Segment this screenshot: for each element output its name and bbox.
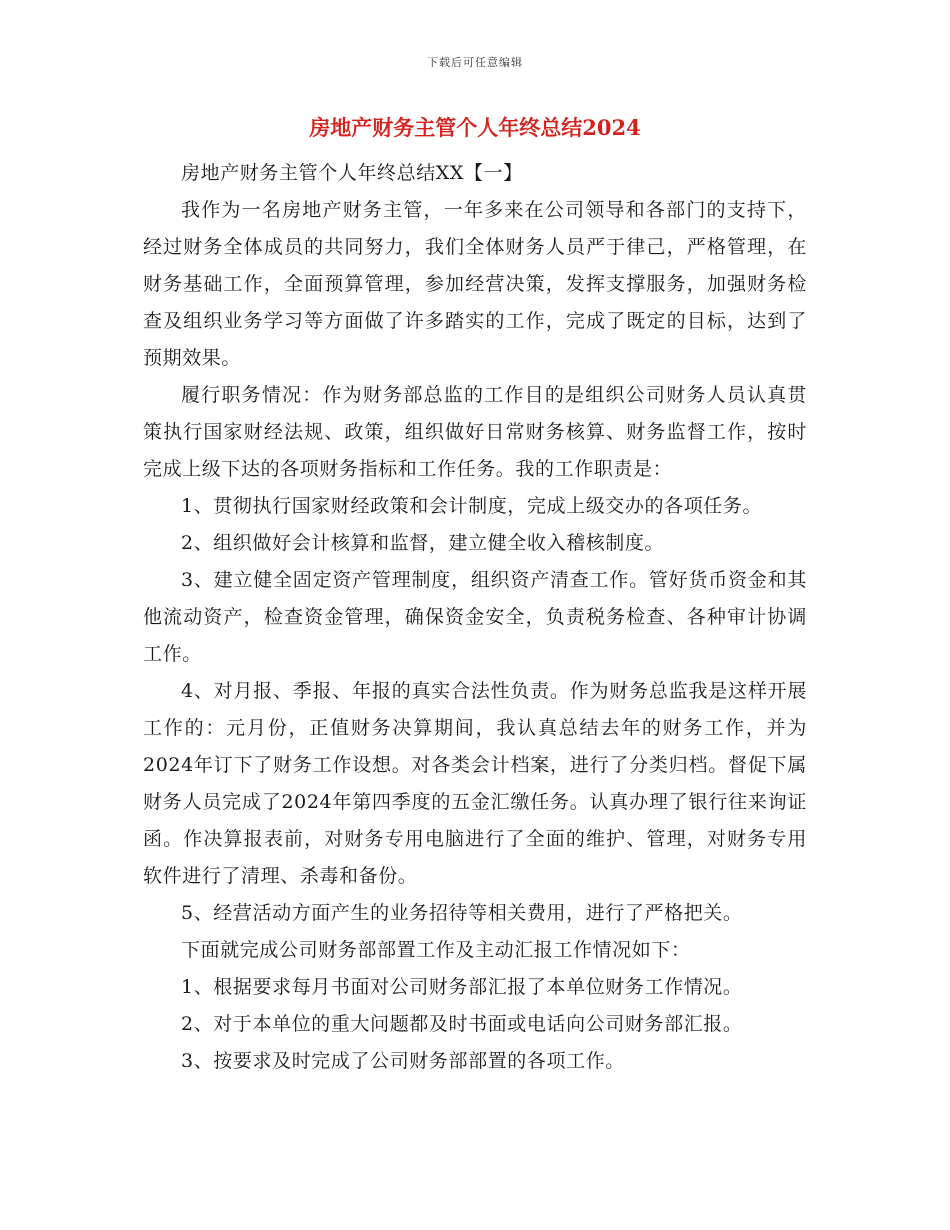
page-header-note: 下载后可任意编辑	[427, 56, 523, 69]
list-item: 3、建立健全固定资产管理制度，组织资产清查工作。管好货币资金和其他流动资产，检查资金管理，确保资金安全，负责税务检查、各种审计协调工作。	[143, 569, 807, 665]
document-body	[143, 155, 807, 1080]
body-paragraph: 履行职务情况：作为财务部总监的工作目的是组织公司财务人员认真贯策执行国家财经法规、政策，组织做好日常财务核算、财务监督工作，按时完成上级下达的各项财务指标和工作任务。我的工作职责是：	[143, 384, 807, 480]
list-item: 4、对月报、季报、年报的真实合法性负责。作为财务总监我是这样开展工作的：元月份，正值财务决算期间，我认真总结去年的财务工作，并为2024年订下了财务工作设想。对各类会计档案，进行了分类归档。督促下属财务人员完成了2024年第四季度的五金汇缴任务。认真办理了银行往来询证函。作决算报表前，对财务专用电脑进行了全面的维护、管理，对财务专用软件进行了清理、杀毒和备份。	[143, 680, 807, 887]
body-paragraph: 下面就完成公司财务部部置工作及主动汇报工作情况如下：	[181, 939, 691, 961]
list-item: 1、根据要求每月书面对公司财务部汇报了本单位财务工作情况。	[181, 976, 743, 998]
document-title: 房地产财务主管个人年终总结2024	[309, 115, 641, 140]
list-item: 2、对于本单位的重大问题都及时书面或电话向公司财务部汇报。	[181, 1013, 743, 1035]
list-item: 5、经营活动方面产生的业务招待等相关费用，进行了严格把关。	[181, 902, 743, 924]
list-item: 3、按要求及时完成了公司财务部部置的各项工作。	[181, 1050, 625, 1072]
section-heading: 房地产财务主管个人年终总结XX【一】	[181, 162, 523, 184]
body-paragraph: 我作为一名房地产财务主管，一年多来在公司领导和各部门的支持下，经过财务全体成员的共同努力，我们全体财务人员严于律己，严格管理，在财务基础工作，全面预算管理，参加经营决策，发挥支撑服务，加强财务检查及组织业务学习等方面做了许多踏实的工作，完成了既定的目标，达到了预期效果。	[143, 199, 807, 369]
list-item: 2、组织做好会计核算和监督，建立健全收入稽核制度。	[181, 532, 665, 554]
list-item: 1、贯彻执行国家财经政策和会计制度，完成上级交办的各项任务。	[181, 495, 763, 517]
